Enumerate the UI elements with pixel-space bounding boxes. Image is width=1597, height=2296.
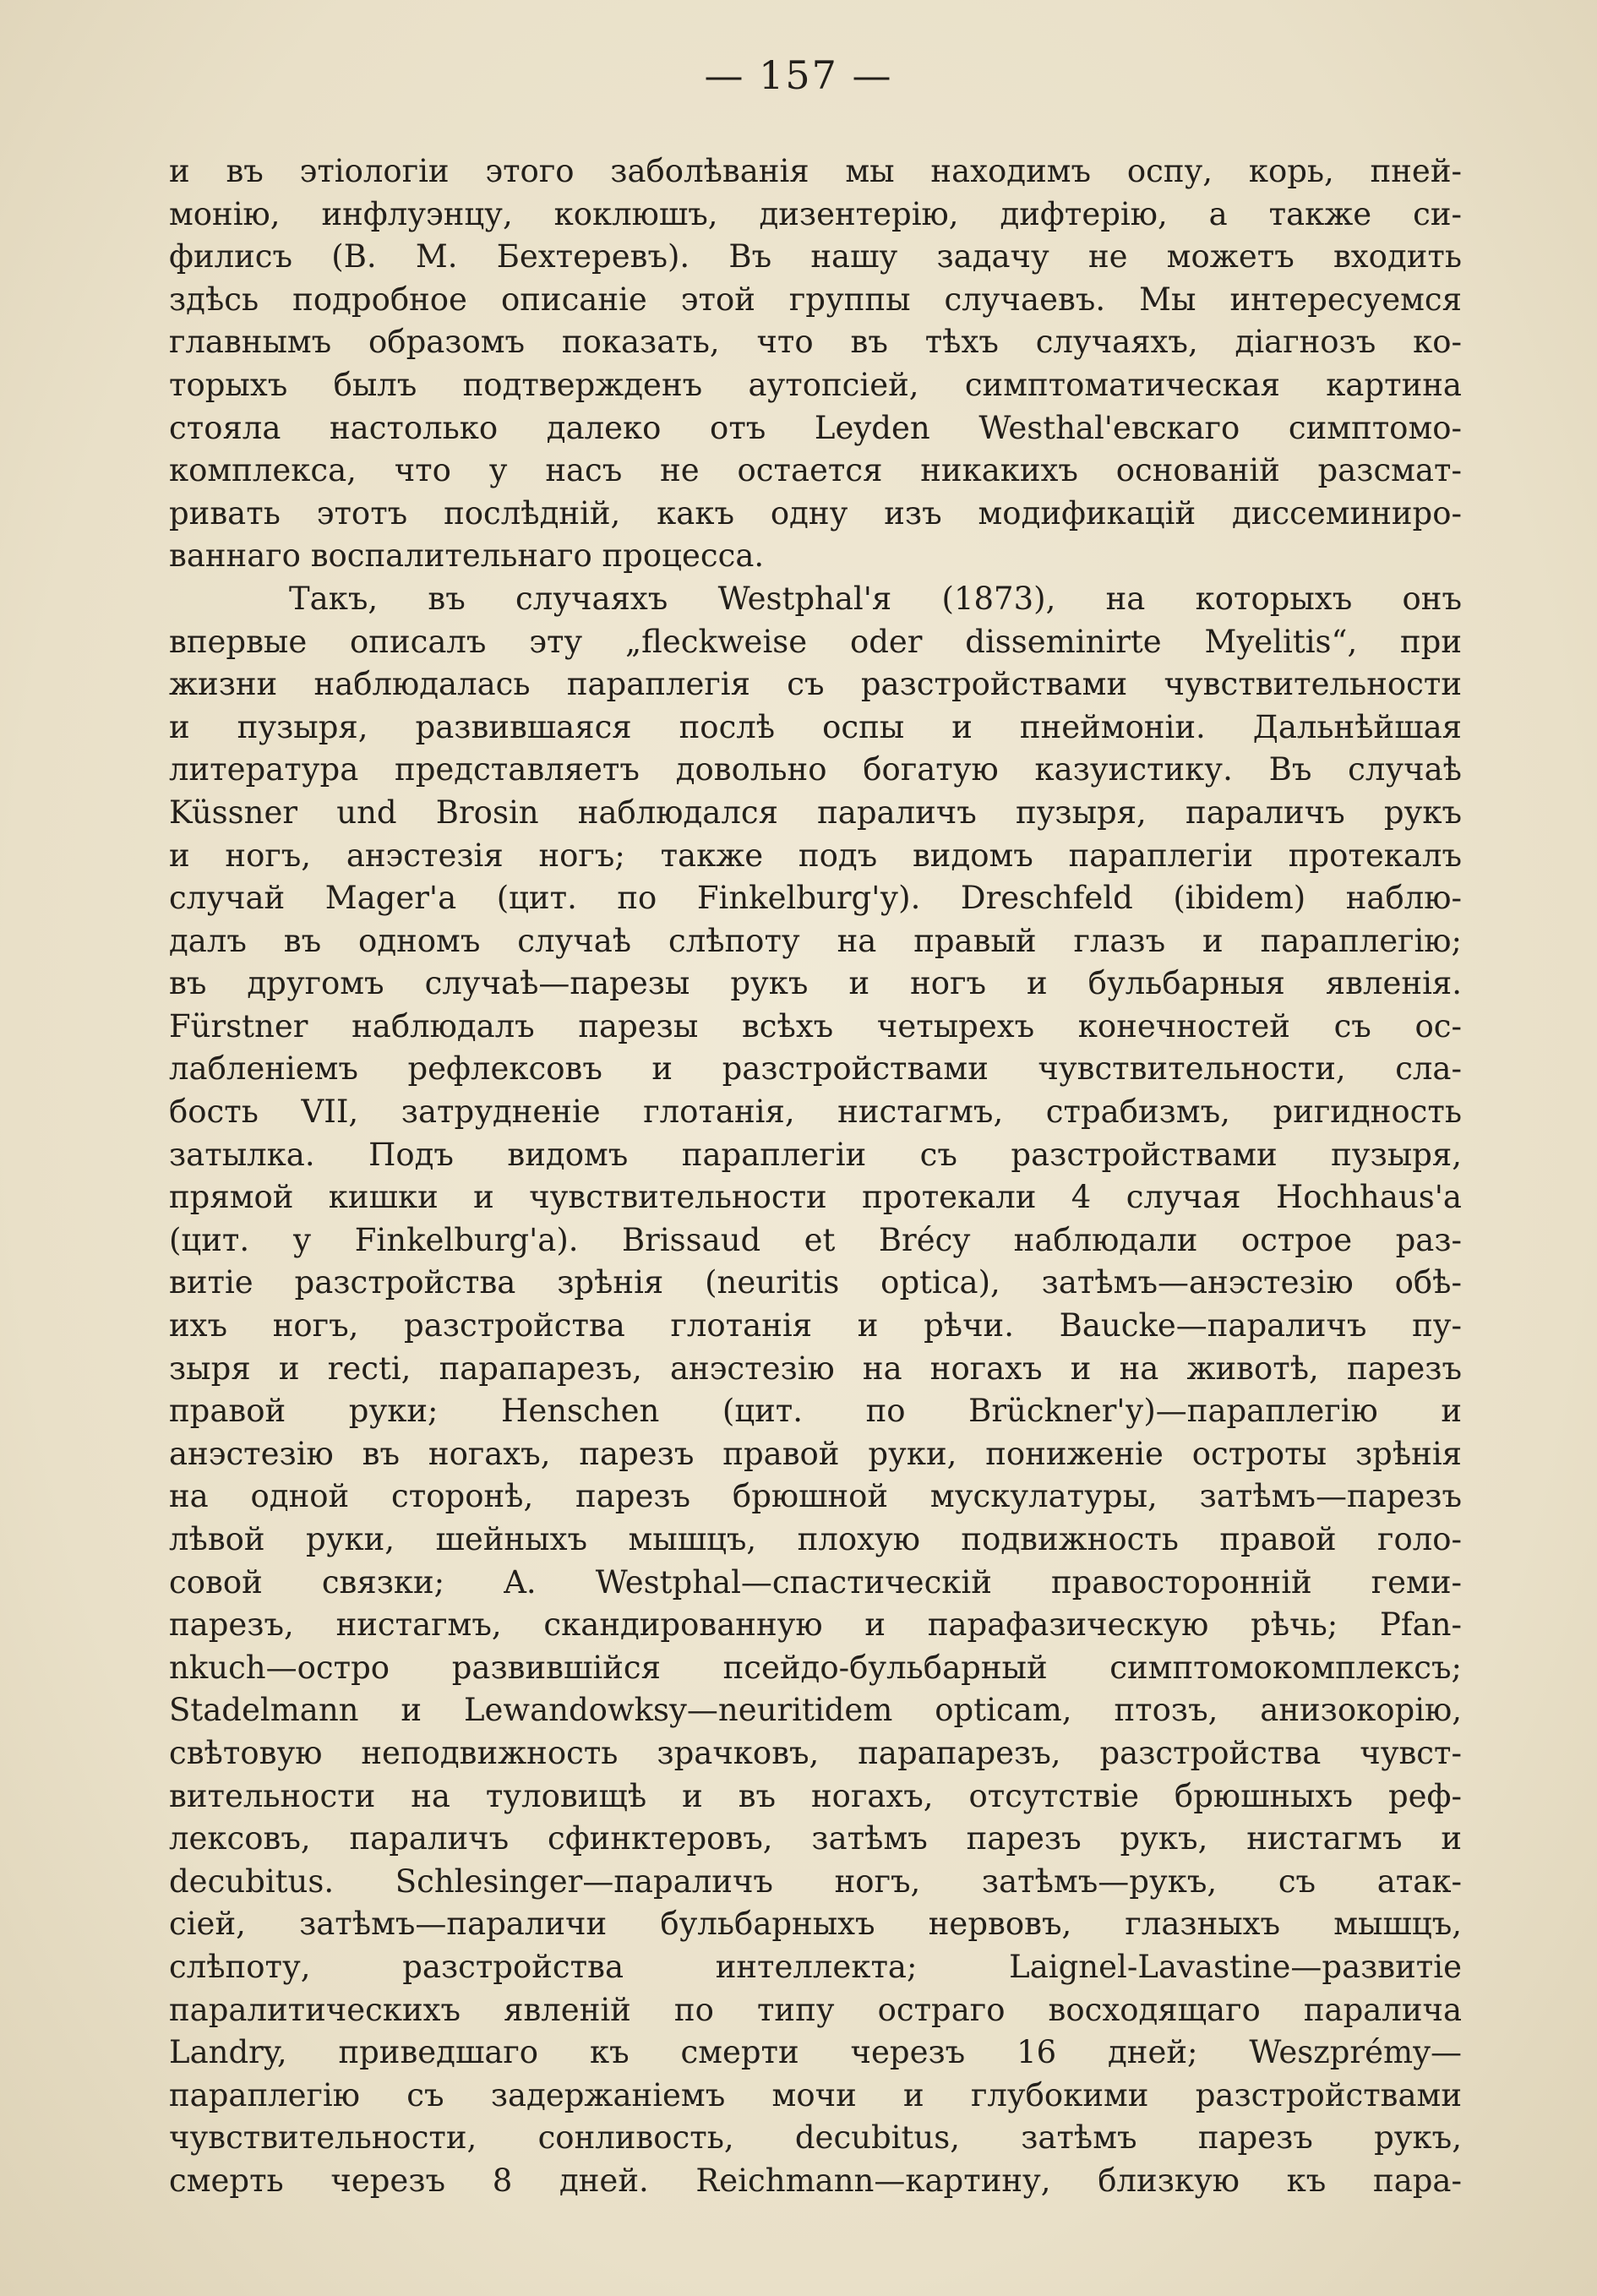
paragraph-start-line: Такъ, въ случаяхъ Westphal'я (1873), на которыхъ онъ (289, 580, 1462, 617)
text-line: decubitus. Schlesinger—параличъ ногъ, затѣмъ—рукъ, съ атак- (169, 1862, 1462, 1900)
text-line: Küssner und Brosin наблюдался параличъ пузыря, параличъ рукъ (169, 794, 1462, 831)
text-line: и въ этіологіи этого заболѣванія мы находимъ оспу, корь, пней- (169, 153, 1462, 189)
body-text (169, 150, 1462, 2203)
text-line: ривать этотъ послѣдній, какъ одну изъ модификацій диссеминиро- (169, 494, 1462, 532)
text-line: монію, инфлуэнцу, коклюшъ, дизентерію, дифтерію, а также си- (169, 195, 1462, 232)
text-line: Fürstner наблюдалъ парезы всѣхъ четырехъ конечностей съ ос- (169, 1007, 1462, 1044)
text-line: здѣсь подробное описаніе этой группы случаевъ. Мы интересуемся (169, 281, 1462, 318)
text-line: параплегію съ задержаніемъ мочи и глубокими разстройствами (169, 2076, 1462, 2113)
text-line: анэстезію въ ногахъ, парезъ правой руки, пониженіе остроты зрѣнія (169, 1435, 1462, 1472)
text-line: ихъ ногъ, разстройства глотанія и рѣчи. Baucke—параличъ пу- (169, 1307, 1462, 1344)
text-line: зыря и recti, парапарезъ, анэстезію на ногахъ и на животѣ, парезъ (169, 1350, 1462, 1387)
text-line: бость VII, затрудненіе глотанія, нистагмъ, страбизмъ, ригидность (169, 1093, 1462, 1131)
text-line: лабленіемъ рефлексовъ и разстройствами чувствительности, сла- (169, 1050, 1462, 1088)
text-line: и пузыря, развившаяся послѣ оспы и пнеймоніи. Дальнѣйшая (169, 708, 1462, 745)
text-line: витіе разстройства зрѣнія (neuritis optica), затѣмъ—анэстезію обѣ- (169, 1264, 1462, 1301)
text-line: лѣвой руки, шейныхъ мышцъ, плохую подвижность правой голо- (169, 1521, 1462, 1557)
text-line: и ногъ, анэстезія ногъ; также подъ видомъ параплегіи протекалъ (169, 837, 1462, 874)
text-line: правой руки; Henschen (цит. по Brückner'у)—параплегію и (169, 1393, 1462, 1430)
text-line: филисъ (В. М. Бехтеревъ). Въ нашу задачу не можетъ входить (169, 238, 1462, 275)
text-line: Stadelmann и Lewandowksy—neuritidem opticam, птозъ, анизокорію, (169, 1692, 1462, 1729)
text-line: затылка. Подъ видомъ параплегіи съ разстройствами пузыря, (169, 1136, 1462, 1173)
text-line: совой связки; A. Westphal—спастическій правосторонній геми- (169, 1563, 1462, 1601)
text-line: главнымъ образомъ показать, что въ тѣхъ случаяхъ, діагнозъ ко- (169, 324, 1462, 361)
text-line: (цит. у Finkelburg'a). Brissaud et Brécy наблюдали острое раз- (169, 1221, 1462, 1258)
text-line: стояла настолько далеко отъ Leyden Westhal'евскаго симптомо- (169, 409, 1462, 446)
text-line: парезъ, нистагмъ, скандированную и парафазическую рѣчь; Pfan- (169, 1606, 1462, 1644)
text-line: на одной сторонѣ, парезъ брюшной мускулатуры, затѣмъ—парезъ (169, 1478, 1462, 1515)
text-line: Landry, приведшаго къ смерти черезъ 16 дней; Weszprémy— (169, 2034, 1462, 2071)
paragraph-end-line: ваннаго воспалительнаго процесса. (169, 537, 765, 575)
text-line: смерть черезъ 8 дней. Reichmann—картину, близкую къ пара- (169, 2162, 1462, 2199)
text-line: вительности на туловищѣ и въ ногахъ, отсутствіе брюшныхъ реф- (169, 1777, 1462, 1814)
text-line: комплекса, что у насъ не остается никакихъ основаній разсмат- (169, 452, 1462, 489)
text-line: свѣтовую неподвижность зрачковъ, парапарезъ, разстройства чувст- (169, 1734, 1462, 1771)
text-line: прямой кишки и чувствительности протекали 4 случая Hochhaus'a (169, 1179, 1462, 1216)
text-line: лексовъ, параличъ сфинктеровъ, затѣмъ парезъ рукъ, нистагмъ и (169, 1820, 1462, 1857)
text-line: литература представляетъ довольно богатую казуистику. Въ случаѣ (169, 751, 1462, 788)
text-line: паралитическихъ явленій по типу остраго восходящаго паралича (169, 1991, 1462, 2028)
text-line: далъ въ одномъ случаѣ слѣпоту на правый глазъ и параплегію; (169, 922, 1462, 959)
text-line: впервые описалъ эту „fleckweise oder disseminirte Myelitis“, при (169, 623, 1462, 660)
text-line: слѣпоту, разстройства интеллекта; Laignel-Lavastine—развитіе (169, 1948, 1462, 1985)
text-line: жизни наблюдалась параплегія съ разстройствами чувствительности (169, 666, 1462, 703)
text-line: nkuch—остро развившійся псейдо-бульбарный симптомокомплексъ; (169, 1649, 1462, 1686)
text-line: случай Mager'a (цит. по Finkelburg'у). Dreschfeld (ibidem) наблю- (169, 880, 1462, 917)
text-line: сіей, затѣмъ—параличи бульбарныхъ нервовъ, глазныхъ мышцъ, (169, 1906, 1462, 1943)
text-line: чувствительности, сонливость, decubitus, затѣмъ парезъ рукъ, (169, 2119, 1462, 2157)
text-line: въ другомъ случаѣ—парезы рукъ и ногъ и бульбарныя явленія. (169, 965, 1462, 1002)
text-line: торыхъ былъ подтвержденъ аутопсіей, симптоматическая картина (169, 366, 1462, 403)
page-number: — 157 — (704, 52, 893, 98)
